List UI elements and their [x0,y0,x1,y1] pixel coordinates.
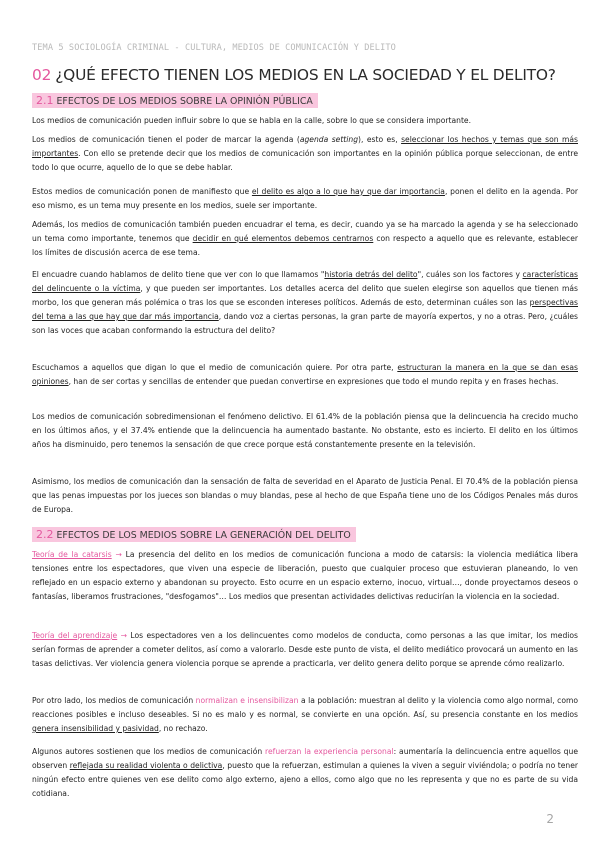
subsection-title: EFECTOS DE LOS MEDIOS SOBRE LA OPINIÓN PÚBLICA [56,96,313,107]
paragraph: El encuadre cuando hablamos de delito tiene que ver con lo que llamamos "historia detrás del delito", cuáles son los factores y características del delincuente o la víctima, y que pueden ser importantes. Los detalles acerca del delito que suelen elegirse son aquellos que tienen más morbo, los que generan más polémica o tras los que se esconden intereses políticos. Además de esto, determinan cuáles son las perspectivas del tema a las que hay que dar más importancia, dando voz a ciertas personas, la gran parte de mayoría expertos, y no a otras. Pero, ¿cuáles son las voces que acaban conformando la estructura del delito? [32,270,578,335]
subsection-number: 2.1 [36,94,54,107]
underlined-phrase: perspectivas del tema a las que hay que dar más importancia [32,298,578,321]
theory-term: Teoría del aprendizaje [32,631,118,640]
section-title-text: ¿QUÉ EFECTO TIENEN LOS MEDIOS EN LA SOCIEDAD Y EL DELITO? [55,66,556,84]
arrow-icon: → [120,631,127,640]
underlined-phrase: reflejada su realidad violenta o delictiva [69,761,223,770]
italic-term: agenda setting [299,135,359,144]
paragraph: Estos medios de comunicación ponen de manifiesto que el delito es algo a lo que hay que dar importancia, ponen el delito en la agenda. Por eso mismo, es un tema muy presente en los medios, suele ser importante. [32,187,578,210]
paragraph: Además, los medios de comunicación también pueden encuadrar el tema, es decir, cuando ya se ha marcado la agenda y se ha seleccionado un tema como importante, tenemos que decidir en qué elementos debemos centrarnos con respecto a aquello que es relevante, establecer los límites de discusión acerca de ese tema. [32,220,578,257]
paragraph: Los medios de comunicación sobredimensionan el fenómeno delictivo. El 61.4% de la población piensa que la delincuencia ha crecido mucho en los últimos años, y el 37.4% entiende que la delincuencia ha aumentado bastante. No obstante, esto es incierto. El delito en los últimos años ha disminuido, pero tenemos la sensación de que crece porque está constantemente presente en la televisión. [32,412,578,449]
underlined-phrase: decidir en qué elementos debemos centrarnos [192,234,374,243]
paragraph: Teoría de la catarsis → La presencia del delito en los medios de comunicación funciona a modo de catarsis: la violencia mediática libera tensiones entre los espectadores, que viven una especie de liberación, puesto que cualquier proceso que estuvieran planeando, lo ven reflejado en un espacio externo y abandonan su proyecto. Esto ocurre en un espacio externo, inocuo, virtual…, donde proyectamos deseos o fantasías, liberamos frustraciones, "desfogamos"… Los medios que presentan actividades delictivas reducirían la violencia en la sociedad. [32,550,579,601]
underlined-phrase: estructuran la manera en la que se dan esas opiniones [32,363,578,386]
underlined-phrase: características del delincuente o la víctima [32,270,578,293]
running-header: TEMA 5 SOCIOLOGÍA CRIMINAL - CULTURA, MEDIOS DE COMUNICACIÓN Y DELITO [32,43,396,53]
paragraph: Algunos autores sostienen que los medios de comunicación refuerzan la experiencia personal: aumentaría la delincuencia entre aquellos que observen reflejada su realidad violenta o delictiva, puesto que la refuerzan, estimulan a quienes la viven a seguir viviéndola; o podría no tener ningún efecto entre quienes ven ese delito como algo externo, ajeno a ellos, como algo que no les representa y que no es parte de su vida cotidiana. [32,747,579,798]
highlighted-phrase: refuerzan la experiencia personal [265,747,394,756]
underlined-phrase: seleccionar los hechos y temas que son más importantes [32,135,578,158]
underlined-phrase: historia detrás del delito [324,270,418,279]
underlined-phrase: genera insensibilidad y pasividad [32,724,159,733]
subsection-heading-2-2 [32,527,356,542]
subsection-heading-2-1 [32,93,318,108]
paragraph: Por otro lado, los medios de comunicación normalizan e insensibilizan a la población: muestran al delito y la violencia como algo normal, como reacciones posibles e incluso deseables. Si no es malo y es normal, se convierte en una opción. Así, su presencia constante en los medios genera insensibilidad y pasividad, no rechazo. [32,696,579,733]
arrow-icon: → [115,550,122,559]
page-number: 2 [546,812,554,826]
highlighted-phrase: normalizan e insensibilizan [195,696,299,705]
underlined-phrase: el delito es algo a lo que hay que dar importancia [251,187,445,196]
paragraph: Teoría del aprendizaje → Los espectadores ven a los delincuentes como modelos de conducta, como personas a las que imitar, los medios serían formas de aprender a cometer delitos, así como a valorarlo. Desde este punto de vista, el delito mediático provocará un aumento en las tasas delictivas. Ver violencia genera violencia porque se aprende a practicarla, ver delito genera delito porque se aprende cómo realizarlo. [32,631,578,668]
section-title [32,66,577,84]
paragraph: Asimismo, los medios de comunicación dan la sensación de falta de severidad en el Aparato de Justicia Penal. El 70.4% de la población piensa que las penas impuestas por los jueces son blandas o muy blandas, pese al hecho de que España tiene uno de los Códigos Penales más duros de Europa. [32,477,578,514]
paragraph: Los medios de comunicación tienen el poder de marcar la agenda (agenda setting), esto es, seleccionar los hechos y temas que son más importantes. Con ello se pretende decir que los medios de comunicación son importantes en la opinión pública porque seleccionan, de entre todo lo que ocurre, aquello de lo que se debe hablar. [32,135,578,172]
subsection-number: 2.2 [36,528,54,541]
paragraph: Los medios de comunicación pueden influir sobre lo que se habla en la calle, sobre lo que se considera importante. [32,116,472,125]
paragraph: Escuchamos a aquellos que digan lo que el medio de comunicación quiere. Por otra parte, estructuran la manera en la que se dan esas opiniones, han de ser cortas y sencillas de entender que puedan convertirse en expresiones que todo el mundo repita y en frases hechas. [32,363,578,386]
theory-term: Teoría de la catarsis [32,550,112,559]
section-number: 02 [32,66,52,84]
subsection-title: EFECTOS DE LOS MEDIOS SOBRE LA GENERACIÓN DEL DELITO [56,530,351,541]
